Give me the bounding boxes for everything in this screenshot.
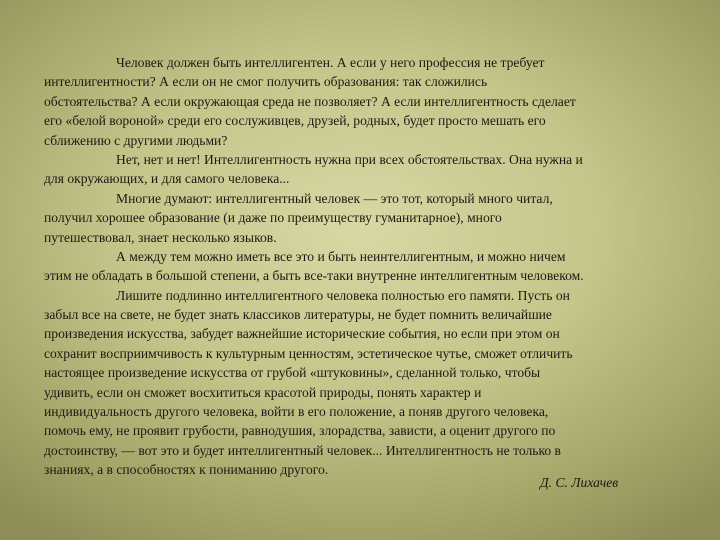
- text-line: для окружающих, и для самого человека...: [44, 171, 290, 187]
- text-line: получил хорошее образование (и даже по преимуществу гуманитарное), много: [44, 210, 502, 226]
- text-line: сближению с другими людьми?: [44, 132, 228, 148]
- text-line: его «белой вороной» среди его сослуживцев, друзей, родных, будет просто мешать его: [44, 113, 546, 129]
- text-line: забыл все на свете, не будет знать классиков литературы, не будет помнить величайшие: [44, 307, 552, 323]
- text-line: удивить, если он сможет восхититься красотой природы, понять характер и: [44, 384, 482, 400]
- text-line: А между тем можно иметь все это и быть неинтеллигентным, и можно ничем: [116, 248, 566, 264]
- text-line: Многие думают: интеллигентный человек — это тот, который много читал,: [116, 190, 553, 206]
- text-line: интеллигентности? А если он не смог получить образования: так сложились: [44, 74, 488, 90]
- text-line: сохранит восприимчивость к культурным ценностям, эстетическое чутье, сможет отличить: [44, 345, 573, 361]
- quote-text: [44, 53, 680, 480]
- text-line: настоящее произведение искусства от грубой «штуковины», сделанной только, чтобы: [44, 365, 541, 381]
- text-line: путешествовал, знает несколько языков.: [44, 229, 277, 245]
- text-line: достоинству, — вот это и будет интеллигентный человек... Интеллигентность не только в: [44, 442, 561, 458]
- text-line: Лишите подлинно интеллигентного человека полностью его памяти. Пусть он: [116, 287, 570, 303]
- text-line: этим не обладать в большой степени, а быть все-таки внутренне интеллигентным человеком.: [44, 268, 584, 284]
- text-line: индивидуальность другого человека, войти в его положение, а поняв другого человека,: [44, 404, 549, 420]
- text-line: Человек должен быть интеллигентен. А если у него профессия не требует: [116, 55, 545, 70]
- text-line: помочь ему, не проявит грубости, равнодушия, злорадства, зависти, а оценит другого по: [44, 423, 556, 439]
- text-line: обстоятельства? А если окружающая среда не позволяет? А если интеллигентность сделает: [44, 93, 576, 109]
- text-line: знаниях, а в способностях к пониманию другого.: [44, 462, 329, 478]
- text-line: Нет, нет и нет! Интеллигентность нужна при всех обстоятельствах. Она нужна и: [116, 151, 583, 167]
- text-line: произведения искусства, забудет важнейшие исторические события, но если при этом он: [44, 326, 560, 342]
- author-signature: Д. С. Лихачев: [540, 475, 619, 490]
